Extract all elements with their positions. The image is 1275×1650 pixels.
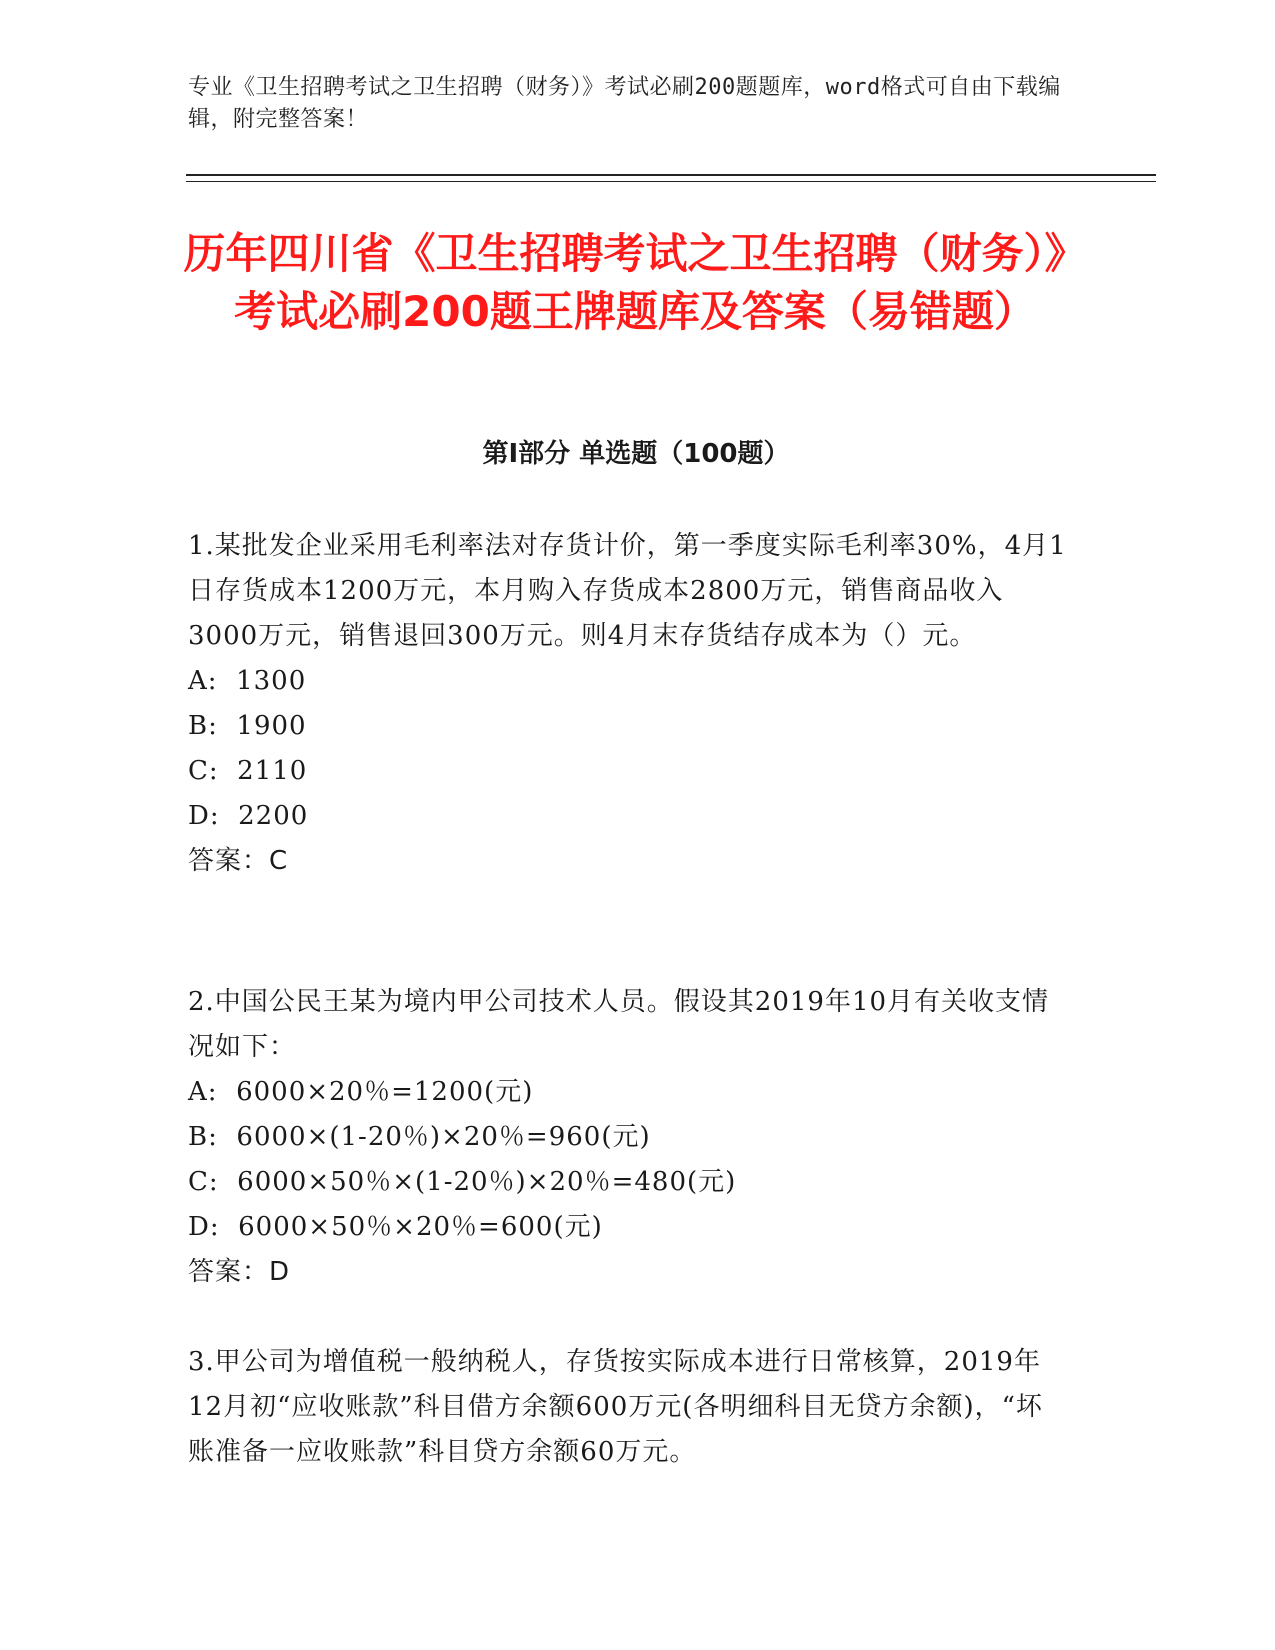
option-d: D: 6000×50％×20％=600(元) [188, 1212, 603, 1242]
question-3 [188, 1340, 1068, 1475]
question-1 [188, 524, 1068, 884]
option-d: D: 2200 [188, 801, 309, 831]
header-rule-thin [186, 181, 1156, 182]
document-title: 历年四川省《卫生招聘考试之卫生招聘（财务）》考试必刷200题王牌题库及答案（易错题） [183, 229, 1087, 336]
option-b: B: 6000×(1-20％)×20％=960(元) [188, 1122, 651, 1152]
answer-line: 答案：D [188, 1257, 291, 1287]
section-heading: 第I部分 单选题（100题） [482, 439, 790, 469]
question-stem: 3.甲公司为增值税一般纳税人，存货按实际成本进行日常核算，2019年12月初“应收账款”科目借方余额600万元(各明细科目无贷方余额)，“坏账准备一应收账款”科目贷方余额60万元。 [188, 1347, 1043, 1467]
option-c: C: 2110 [188, 756, 308, 786]
question-2 [188, 980, 1068, 1295]
question-stem: 2.中国公民王某为境内甲公司技术人员。假设其2019年10月有关收支情况如下： [188, 987, 1050, 1062]
option-c: C: 6000×50％×(1-20％)×20％=480(元) [188, 1167, 737, 1197]
header-rule-thick [186, 174, 1156, 176]
option-a: A: 1300 [188, 666, 307, 696]
option-b: B: 1900 [188, 711, 307, 741]
header-note: 专业《卫生招聘考试之卫生招聘（财务）》考试必刷200题题库，word格式可自由下载编辑，附完整答案！ [188, 75, 1061, 132]
question-stem: 1.某批发企业采用毛利率法对存货计价，第一季度实际毛利率30%，4月1日存货成本1200万元，本月购入存货成本2800万元，销售商品收入3000万元，销售退回300万元。则4月末存货结存成本为（）元。 [188, 531, 1067, 651]
option-a: A: 6000×20％=1200(元) [188, 1077, 534, 1107]
answer-line: 答案：C [188, 846, 289, 876]
